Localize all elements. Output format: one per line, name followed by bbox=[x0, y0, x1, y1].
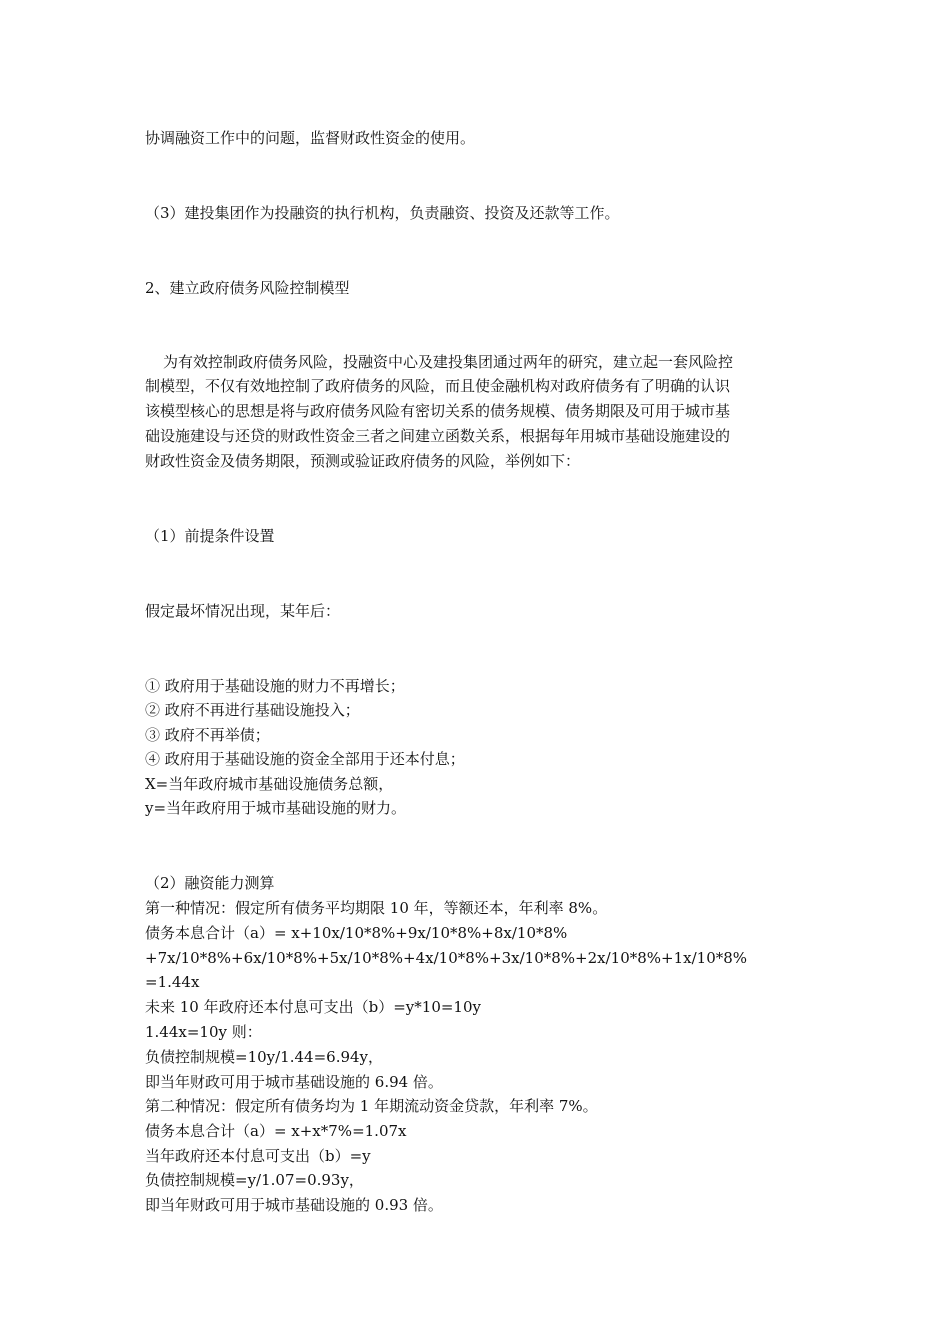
paragraph-line: 财政性资金及债务期限，预测或验证政府债务的风险，举例如下： bbox=[145, 452, 581, 470]
subheading-financing-capacity: （2）融资能力测算 bbox=[145, 874, 275, 892]
condition-item: ① 政府用于基础设施的财力不再增长； bbox=[145, 677, 405, 695]
paragraph-line: 制模型，不仅有效地控制了政府债务的风险，而且使金融机构对政府债务有了明确的认识 bbox=[145, 377, 731, 395]
calc-line: =1.44x bbox=[145, 973, 200, 991]
variable-definition: X=当年政府城市基础设施债务总额， bbox=[145, 775, 394, 793]
section-heading-risk-model: 2、建立政府债务风险控制模型 bbox=[145, 279, 350, 297]
variable-definition: y=当年政府用于城市基础设施的财力。 bbox=[145, 799, 407, 817]
calc-line: 债务本息合计（a）= x+x*7%=1.07x bbox=[145, 1122, 407, 1140]
calc-line: 第一种情况：假定所有债务平均期限 10 年，等额还本，年利率 8%。 bbox=[145, 899, 608, 917]
paragraph-construction-group-role: （3）建投集团作为投融资的执行机构，负责融资、投资及还款等工作。 bbox=[145, 204, 620, 222]
condition-item: ② 政府不再进行基础设施投入； bbox=[145, 701, 360, 719]
assumption-text: 假定最坏情况出现，某年后： bbox=[145, 602, 341, 620]
calc-line: +7x/10*8%+6x/10*8%+5x/10*8%+4x/10*8%+3x/10*8%+2x/10*8%+1x/10*8% bbox=[145, 949, 748, 967]
paragraph-line: 础设施建设与还贷的财政性资金三者之间建立函数关系，根据每年用城市基础设施建设的 bbox=[145, 427, 731, 445]
subheading-preconditions: （1）前提条件设置 bbox=[145, 527, 275, 545]
calc-line: 第二种情况：假定所有债务均为 1 年期流动资金贷款，年利率 7%。 bbox=[145, 1097, 598, 1115]
paragraph-financing-coordination: 协调融资工作中的问题，监督财政性资金的使用。 bbox=[145, 129, 476, 147]
calc-line: 负债控制规模=10y/1.44=6.94y， bbox=[145, 1048, 384, 1066]
condition-item: ③ 政府不再举债； bbox=[145, 726, 270, 744]
calc-line: 即当年财政可用于城市基础设施的 0.93 倍。 bbox=[145, 1196, 443, 1214]
paragraph-line: 为有效控制政府债务风险，投融资中心及建投集团通过两年的研究，建立起一套风险控 bbox=[163, 353, 734, 371]
calc-line: 未来 10 年政府还本付息可支出（b）=y*10=10y bbox=[145, 998, 481, 1016]
calc-line: 1.44x=10y 则： bbox=[145, 1023, 262, 1041]
condition-item: ④ 政府用于基础设施的资金全部用于还本付息； bbox=[145, 750, 465, 768]
paragraph-line: 该模型核心的思想是将与政府债务风险有密切关系的债务规模、债务期限及可用于城市基 bbox=[145, 402, 731, 420]
calc-line: 即当年财政可用于城市基础设施的 6.94 倍。 bbox=[145, 1073, 443, 1091]
calc-line: 债务本息合计（a）= x+10x/10*8%+9x/10*8%+8x/10*8% bbox=[145, 924, 568, 942]
calc-line: 当年政府还本付息可支出（b）=y bbox=[145, 1147, 371, 1165]
calc-line: 负债控制规模=y/1.07=0.93y， bbox=[145, 1171, 364, 1189]
